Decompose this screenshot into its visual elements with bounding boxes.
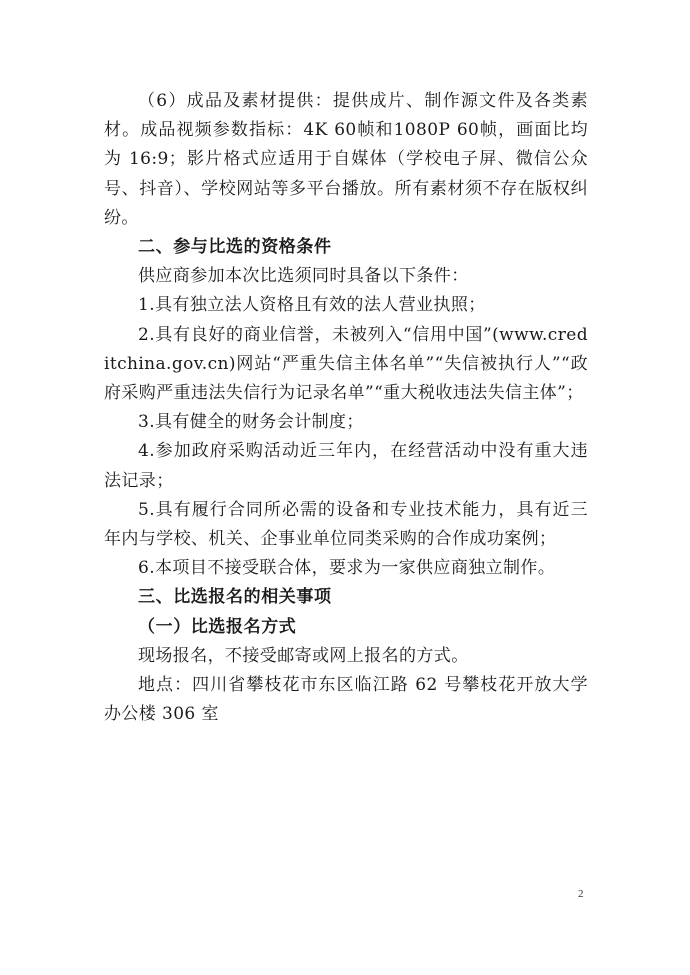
subsection-heading-method: （一）比选报名方式 bbox=[138, 616, 297, 637]
section-heading-registration: 三、比选报名的相关事项 bbox=[138, 587, 332, 608]
qualification-item-3: 3.具有健全的财务会计制度； bbox=[138, 412, 364, 433]
qualification-item-1: 1.具有独立法人资格且有效的法人营业执照； bbox=[138, 295, 486, 316]
qualification-item-2: 2.具有良好的商业信誉，未被列入“信用中国”(www.creditchina.gov.cn)网站“严重失信主体名单”“失信被执行人”“政府采购严重违法失信行为记录名单”“重大税收违法失信主体”； bbox=[104, 324, 588, 404]
qualification-item-6: 6.本项目不接受联合体，要求为一家供应商独立制作。 bbox=[138, 558, 556, 579]
page-number: 2 bbox=[578, 888, 584, 900]
document-body bbox=[104, 87, 588, 729]
section-heading-qualifications: 二、参与比选的资格条件 bbox=[138, 237, 332, 258]
paragraph-registration-method: 现场报名，不接受邮寄或网上报名的方式。 bbox=[138, 645, 469, 666]
paragraph-materials: （6）成品及素材提供：提供成片、制作源文件及各类素材。成品视频参数指标：4K 60帧和1080P 60帧，画面比均为 16:9；影片格式应适用于自媒体（学校电子屏、微信公众号、抖音）、学校网站等多平台播放。所有素材须不存在版权纠纷。 bbox=[104, 91, 588, 228]
qualification-item-4: 4.参加政府采购活动近三年内，在经营活动中没有重大违法记录； bbox=[104, 441, 588, 491]
paragraph-registration-location: 地点：四川省攀枝花市东区临江路 62 号攀枝花开放大学办公楼 306 室 bbox=[104, 675, 588, 725]
paragraph-qualifications-intro: 供应商参加本次比选须同时具备以下条件： bbox=[138, 266, 469, 287]
qualification-item-5: 5.具有履行合同所必需的设备和专业技术能力，具有近三年内与学校、机关、企事业单位同类采购的合作成功案例； bbox=[104, 499, 588, 550]
